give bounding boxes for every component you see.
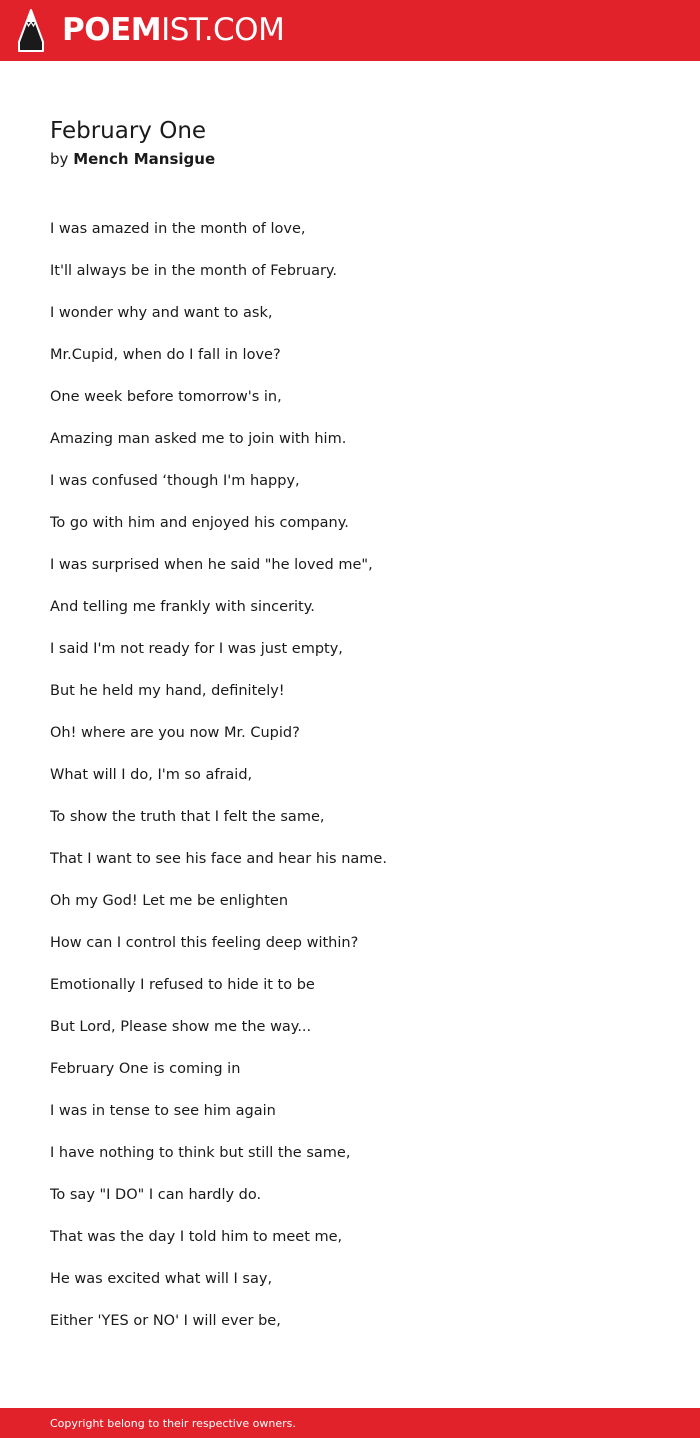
poem-line: What will I do, I'm so afraid, bbox=[50, 767, 253, 783]
poem-byline bbox=[50, 148, 215, 170]
site-footer bbox=[0, 1408, 700, 1438]
poem-line: Amazing man asked me to join with him. bbox=[50, 431, 347, 447]
copyright-notice: Copyright belong to their respective owners. bbox=[50, 1417, 296, 1430]
poem-line: I was surprised when he said "he loved me", bbox=[50, 557, 373, 573]
poem-line: And telling me frankly with sincerity. bbox=[50, 599, 315, 615]
poem-line: That I want to see his face and hear his name. bbox=[50, 851, 387, 867]
poem-line: Emotionally I refused to hide it to be bbox=[50, 977, 315, 993]
by-label: by bbox=[50, 150, 69, 168]
poem-line: I was in tense to see him again bbox=[50, 1103, 276, 1119]
poem-line: I was confused ‘though I'm happy, bbox=[50, 473, 300, 489]
pencil-icon[interactable] bbox=[17, 9, 45, 52]
poem-line: To show the truth that I felt the same, bbox=[50, 809, 325, 825]
logo-bold-text: POEM bbox=[62, 12, 162, 48]
poem-line: Oh! where are you now Mr. Cupid? bbox=[50, 725, 300, 741]
poem-author: Mench Mansigue bbox=[73, 150, 216, 168]
poem-line: I wonder why and want to ask, bbox=[50, 305, 273, 321]
logo-light-text: IST.COM bbox=[161, 12, 285, 48]
poem-line: To say "I DO" I can hardly do. bbox=[50, 1187, 262, 1203]
site-logo[interactable] bbox=[62, 12, 284, 48]
poem-line: I said I'm not ready for I was just empty, bbox=[50, 641, 343, 657]
poem-line: He was excited what will I say, bbox=[50, 1271, 273, 1287]
site-header bbox=[0, 0, 700, 61]
poem-line: To go with him and enjoyed his company. bbox=[50, 515, 349, 531]
poem-line: I was amazed in the month of love, bbox=[50, 221, 306, 237]
poem-line: February One is coming in bbox=[50, 1061, 241, 1077]
poem-line: One week before tomorrow's in, bbox=[50, 389, 282, 405]
poem-line: But Lord, Please show me the way... bbox=[50, 1019, 312, 1035]
poem-title: February One bbox=[50, 118, 207, 144]
poem-line: But he held my hand, definitely! bbox=[50, 683, 285, 699]
poem-line: That was the day I told him to meet me, bbox=[50, 1229, 343, 1245]
poem-line: It'll always be in the month of February. bbox=[50, 263, 338, 279]
poem-line: How can I control this feeling deep within? bbox=[50, 935, 359, 951]
poem-line: Mr.Cupid, when do I fall in love? bbox=[50, 347, 281, 363]
poem-line: Oh my God! Let me be enlighten bbox=[50, 893, 289, 909]
poem-body bbox=[50, 218, 670, 1352]
poem-line: Either 'YES or NO' I will ever be, bbox=[50, 1313, 281, 1329]
poem-line: I have nothing to think but still the same, bbox=[50, 1145, 351, 1161]
